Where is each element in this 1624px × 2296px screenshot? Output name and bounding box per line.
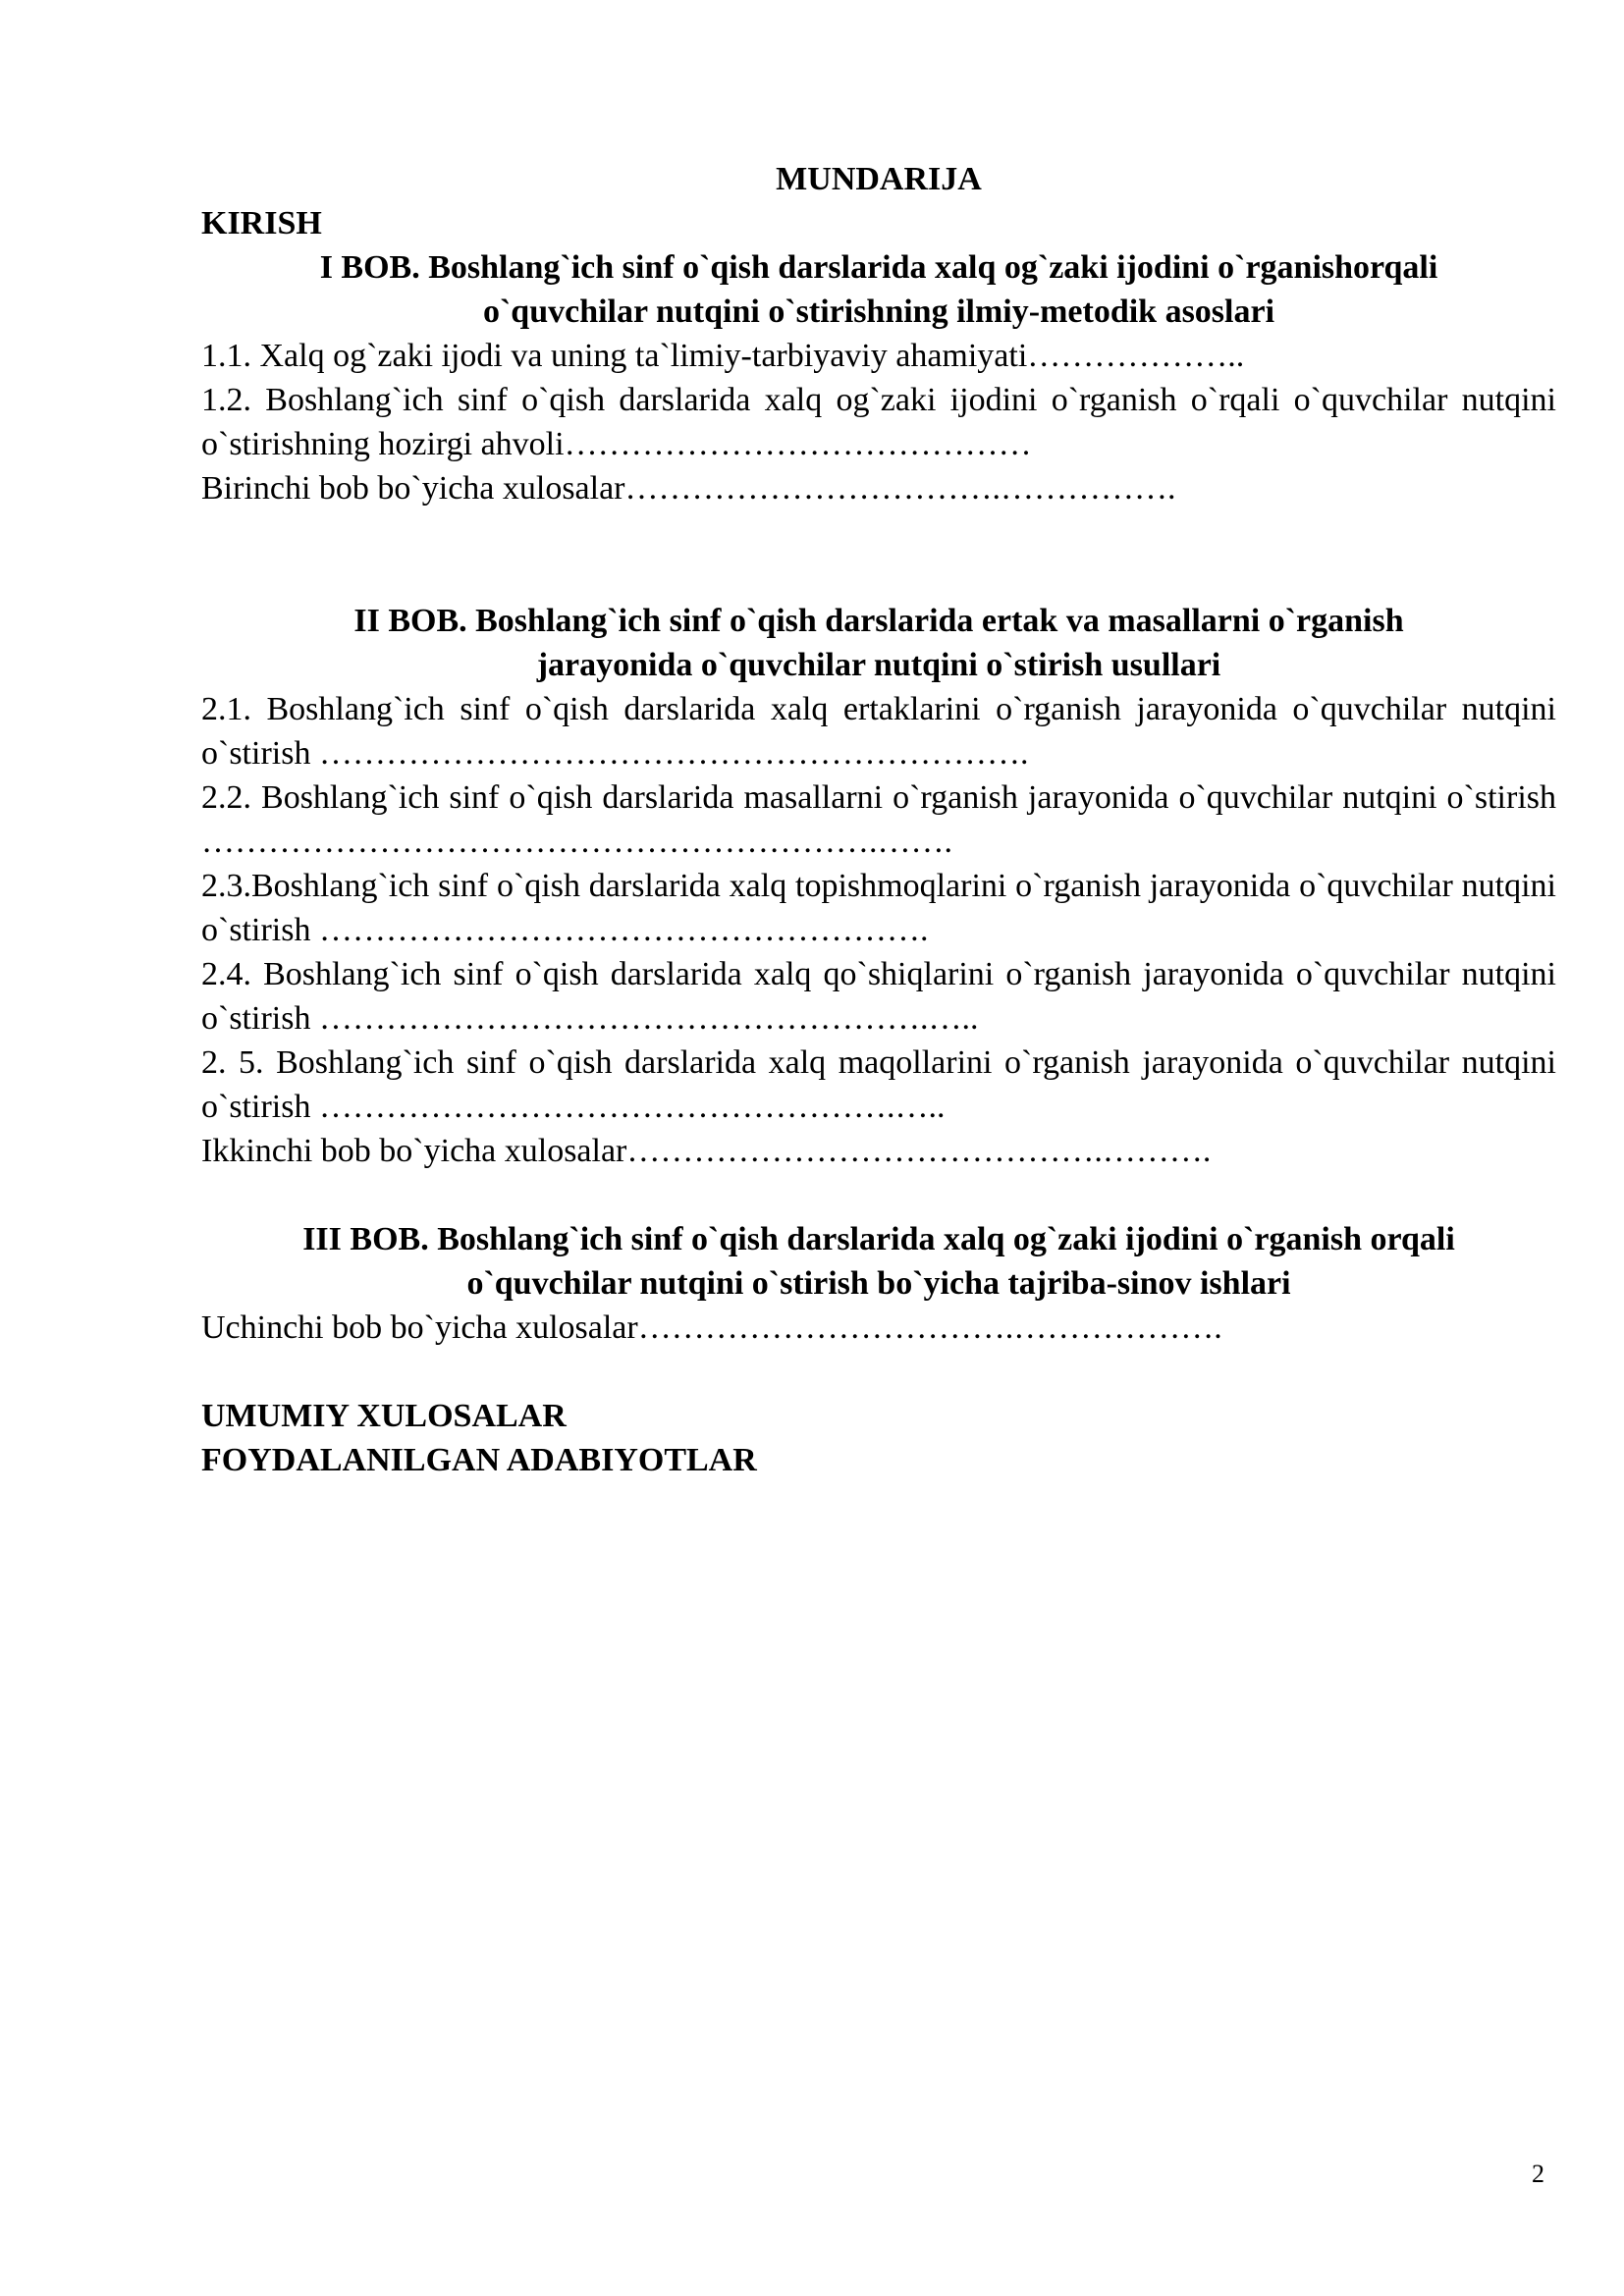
spacer xyxy=(201,1173,1556,1217)
toc-entry-2-2: 2.2. Boshlang`ich sinf o`qish darslarida masallarni o`rganish jarayonida o`quvchilar nutqini o`stirish …………………………………………………….……. xyxy=(201,779,1556,860)
toc-entry-1-2: 1.2. Boshlang`ich sinf o`qish darslarida xalq og`zaki ijodini o`rganish o`rqali o`quvchilar nutqini o`stirishning hozirgi ahvoli…………………………………… xyxy=(201,382,1556,462)
toc-entry-2-1: 2.1. Boshlang`ich sinf o`qish darslarida xalq ertaklarini o`rganish jarayonida o`quvchilar nutqini o`stirish ………………………………………………………. xyxy=(201,691,1556,772)
chapter3-heading-line1: III BOB. Boshlang`ich sinf o`qish darslarida xalq og`zaki ijodini o`rganish orqali xyxy=(302,1221,1455,1257)
toc-entry-2-5: 2. 5. Boshlang`ich sinf o`qish darslarida xalq maqollarini o`rganish jarayonida o`quvchilar nutqini o`stirish …………………………………………….….. xyxy=(201,1044,1556,1125)
page-number: 2 xyxy=(1532,2160,1544,2188)
toc-entry-2-4: 2.4. Boshlang`ich sinf o`qish darslarida xalq qo`shiqlarini o`rganish jarayonida o`quvchilar nutqini o`stirish ……………………………………………….….. xyxy=(201,956,1556,1037)
toc-references: FOYDALANILGAN ADABIYOTLAR xyxy=(201,1442,757,1478)
chapter2-heading-line1: II BOB. Boshlang`ich sinf o`qish darslarida ertak va masallarni o`rganish xyxy=(353,603,1404,639)
toc-entry-1-1: 1.1. Xalq og`zaki ijodi va uning ta`limiy-tarbiyaviy ahamiyati……………….. xyxy=(201,338,1245,374)
toc-entry-chapter1-summary: Birinchi bob bo`yicha xulosalar…………………………….……………. xyxy=(201,470,1176,507)
chapter2-heading-line2: jarayonida o`quvchilar nutqini o`stirish usullari xyxy=(536,647,1221,683)
table-of-contents xyxy=(201,157,1556,1482)
toc-entry-chapter3-summary: Uchinchi bob bo`yicha xulosalar…………………………….………………. xyxy=(201,1309,1222,1346)
chapter1-heading-line2: o`quvchilar nutqini o`stirishning ilmiy-metodik asoslari xyxy=(482,294,1275,330)
toc-entry-chapter2-summary: Ikkinchi bob bo`yicha xulosalar…………………………………….………. xyxy=(201,1133,1212,1169)
toc-title: MUNDARIJA xyxy=(776,161,982,197)
toc-conclusions: UMUMIY XULOSALAR xyxy=(201,1398,567,1434)
spacer xyxy=(201,1350,1556,1394)
chapter3-heading-line2: o`quvchilar nutqini o`stirish bo`yicha tajriba-sinov ishlari xyxy=(466,1265,1291,1302)
spacer xyxy=(201,510,1556,599)
toc-entry-2-3: 2.3.Boshlang`ich sinf o`qish darslarida xalq topishmoqlarini o`rganish jarayonida o`quvchilar nutqini o`stirish ………………………………………………. xyxy=(201,868,1556,948)
toc-intro: KIRISH xyxy=(201,205,322,241)
chapter1-heading-line1: I BOB. Boshlang`ich sinf o`qish darslarida xalq og`zaki ijodini o`rganishorqali xyxy=(319,249,1438,286)
